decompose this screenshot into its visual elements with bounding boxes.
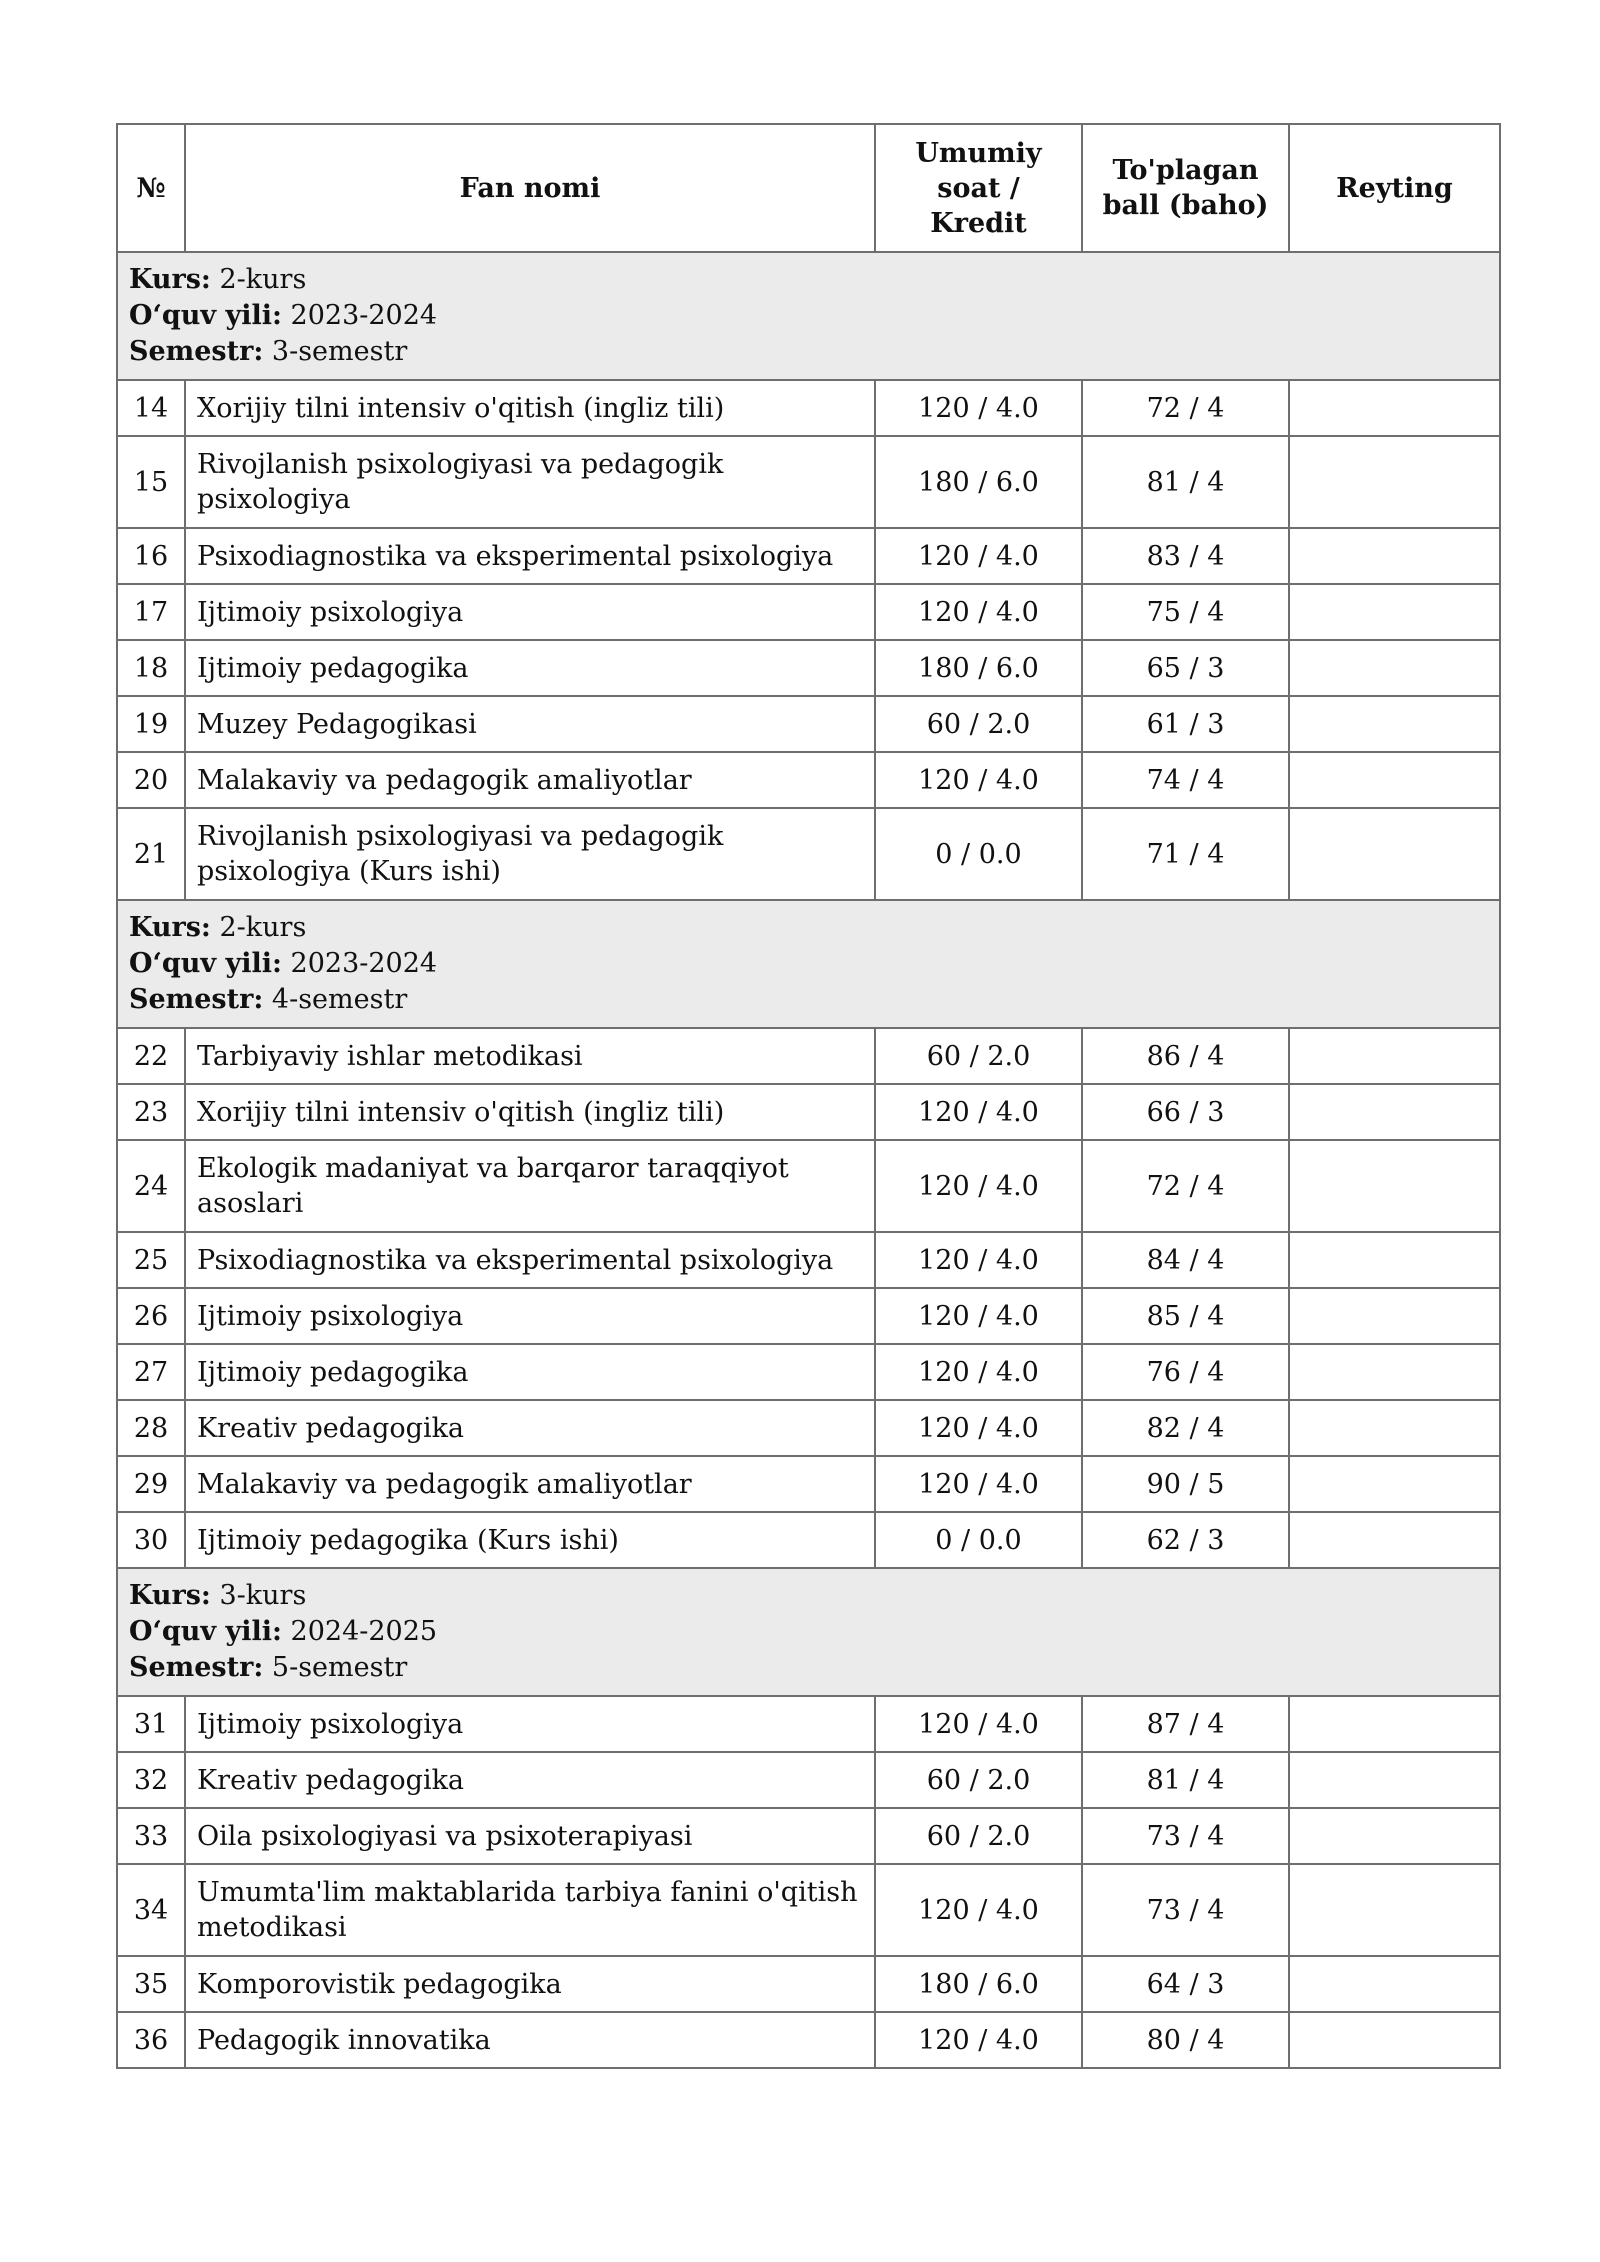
rating-cell [1289,1028,1500,1084]
header-row [117,124,1500,252]
hours-credit: 120 / 4.0 [875,2012,1082,2068]
rating-cell [1289,1232,1500,1288]
subject-name: Ekologik madaniyat va barqaror taraqqiyot asoslari [185,1140,875,1232]
subject-name: Ijtimoiy psixologiya [185,1696,875,1752]
score-grade: 73 / 4 [1082,1808,1289,1864]
hours-credit: 120 / 4.0 [875,1288,1082,1344]
table-row [117,808,1500,900]
score-grade: 61 / 3 [1082,696,1289,752]
subject-name: Psixodiagnostika va eksperimental psixologiya [185,528,875,584]
score-grade: 64 / 3 [1082,1956,1289,2012]
row-number: 19 [117,696,185,752]
section-course-line [129,910,1488,946]
hours-credit: 120 / 4.0 [875,1140,1082,1232]
score-grade: 85 / 4 [1082,1288,1289,1344]
rating-cell [1289,1084,1500,1140]
subject-name: Malakaviy va pedagogik amaliyotlar [185,752,875,808]
semester-section-header [117,1568,1500,1696]
subject-name: Umumta'lim maktablarida tarbiya fanini o'qitish metodikasi [185,1864,875,1956]
section-info [117,252,1500,380]
rating-cell [1289,696,1500,752]
section-semester-label: Semestr: [129,984,264,1015]
table-row [117,1456,1500,1512]
rating-cell [1289,528,1500,584]
section-semester-value: 3-semestr [271,336,408,367]
row-number: 15 [117,436,185,528]
score-grade: 74 / 4 [1082,752,1289,808]
subject-name: Ijtimoiy pedagogika [185,640,875,696]
section-semester-value: 5-semestr [271,1652,408,1683]
rating-cell [1289,1752,1500,1808]
row-number: 20 [117,752,185,808]
section-course-label: Kurs: [129,264,211,295]
row-number: 31 [117,1696,185,1752]
table-row [117,1288,1500,1344]
section-year-line [129,946,1488,982]
hours-credit: 120 / 4.0 [875,1864,1082,1956]
table-body [117,252,1500,2068]
subject-name: Xorijiy tilni intensiv o'qitish (ingliz tili) [185,1084,875,1140]
table-row [117,1808,1500,1864]
table-row [117,1140,1500,1232]
rating-cell [1289,1288,1500,1344]
score-grade: 72 / 4 [1082,1140,1289,1232]
subject-name: Muzey Pedagogikasi [185,696,875,752]
rating-cell [1289,1864,1500,1956]
rating-cell [1289,1808,1500,1864]
section-course-label: Kurs: [129,912,211,943]
rating-cell [1289,380,1500,436]
rating-cell [1289,1696,1500,1752]
table-row [117,1512,1500,1568]
score-grade: 72 / 4 [1082,380,1289,436]
row-number: 17 [117,584,185,640]
table-row [117,752,1500,808]
section-year-value: 2023-2024 [290,300,438,331]
row-number: 16 [117,528,185,584]
section-semester-line [129,1650,1488,1686]
hours-credit: 120 / 4.0 [875,1084,1082,1140]
table-row [117,1084,1500,1140]
hours-credit: 120 / 4.0 [875,584,1082,640]
score-grade: 75 / 4 [1082,584,1289,640]
subject-name: Pedagogik innovatika [185,2012,875,2068]
hours-credit: 120 / 4.0 [875,380,1082,436]
section-semester-value: 4-semestr [271,984,408,1015]
subject-name: Psixodiagnostika va eksperimental psixologiya [185,1232,875,1288]
table-row [117,1752,1500,1808]
section-course-label: Kurs: [129,1580,211,1611]
table-row [117,1400,1500,1456]
row-number: 23 [117,1084,185,1140]
subject-name: Oila psixologiyasi va psixoterapiyasi [185,1808,875,1864]
row-number: 28 [117,1400,185,1456]
rating-cell [1289,1344,1500,1400]
table-row [117,1344,1500,1400]
rating-cell [1289,808,1500,900]
rating-cell [1289,640,1500,696]
header-subject-name: Fan nomi [185,124,875,252]
row-number: 27 [117,1344,185,1400]
hours-credit: 60 / 2.0 [875,1808,1082,1864]
subject-name: Ijtimoiy psixologiya [185,1288,875,1344]
section-semester-line [129,982,1488,1018]
hours-credit: 0 / 0.0 [875,1512,1082,1568]
row-number: 26 [117,1288,185,1344]
subject-name: Kreativ pedagogika [185,1752,875,1808]
section-course-value: 2-kurs [219,264,307,295]
section-course-value: 2-kurs [219,912,307,943]
score-grade: 73 / 4 [1082,1864,1289,1956]
table-row [117,1028,1500,1084]
row-number: 30 [117,1512,185,1568]
hours-credit: 120 / 4.0 [875,1400,1082,1456]
row-number: 14 [117,380,185,436]
rating-cell [1289,584,1500,640]
subject-name: Tarbiyaviy ishlar metodikasi [185,1028,875,1084]
header-score-grade: To'plagan ball (baho) [1082,124,1289,252]
hours-credit: 120 / 4.0 [875,1344,1082,1400]
hours-credit: 120 / 4.0 [875,1696,1082,1752]
section-year-label: O‘quv yili: [129,1616,282,1647]
hours-credit: 180 / 6.0 [875,436,1082,528]
rating-cell [1289,1140,1500,1232]
hours-credit: 120 / 4.0 [875,528,1082,584]
score-grade: 71 / 4 [1082,808,1289,900]
table-row [117,696,1500,752]
table-row [117,380,1500,436]
score-grade: 86 / 4 [1082,1028,1289,1084]
table-row [117,1232,1500,1288]
section-semester-label: Semestr: [129,1652,264,1683]
section-semester-line [129,334,1488,370]
row-number: 18 [117,640,185,696]
score-grade: 80 / 4 [1082,2012,1289,2068]
score-grade: 84 / 4 [1082,1232,1289,1288]
header-num: № [117,124,185,252]
score-grade: 82 / 4 [1082,1400,1289,1456]
section-year-value: 2023-2024 [290,948,438,979]
section-year-line [129,1614,1488,1650]
hours-credit: 120 / 4.0 [875,752,1082,808]
hours-credit: 120 / 4.0 [875,1456,1082,1512]
score-grade: 90 / 5 [1082,1456,1289,1512]
row-number: 34 [117,1864,185,1956]
hours-credit: 0 / 0.0 [875,808,1082,900]
score-grade: 62 / 3 [1082,1512,1289,1568]
score-grade: 66 / 3 [1082,1084,1289,1140]
section-info [117,1568,1500,1696]
row-number: 24 [117,1140,185,1232]
table-row [117,1696,1500,1752]
rating-cell [1289,752,1500,808]
header-rating: Reyting [1289,124,1500,252]
subject-name: Komporovistik pedagogika [185,1956,875,2012]
section-info [117,900,1500,1028]
table-row [117,584,1500,640]
section-course-line [129,262,1488,298]
row-number: 36 [117,2012,185,2068]
score-grade: 76 / 4 [1082,1344,1289,1400]
section-course-line [129,1578,1488,1614]
score-grade: 65 / 3 [1082,640,1289,696]
section-semester-label: Semestr: [129,336,264,367]
subject-name: Ijtimoiy psixologiya [185,584,875,640]
subject-name: Malakaviy va pedagogik amaliyotlar [185,1456,875,1512]
row-number: 22 [117,1028,185,1084]
subject-name: Ijtimoiy pedagogika (Kurs ishi) [185,1512,875,1568]
score-grade: 87 / 4 [1082,1696,1289,1752]
rating-cell [1289,2012,1500,2068]
section-year-value: 2024-2025 [290,1616,438,1647]
rating-cell [1289,436,1500,528]
subject-name: Rivojlanish psixologiyasi va pedagogik psixologiya [185,436,875,528]
row-number: 33 [117,1808,185,1864]
subject-name: Ijtimoiy pedagogika [185,1344,875,1400]
semester-section-header [117,900,1500,1028]
hours-credit: 120 / 4.0 [875,1232,1082,1288]
table-row [117,640,1500,696]
rating-cell [1289,1400,1500,1456]
hours-credit: 60 / 2.0 [875,1028,1082,1084]
semester-section-header [117,252,1500,380]
section-year-line [129,298,1488,334]
row-number: 25 [117,1232,185,1288]
subject-name: Kreativ pedagogika [185,1400,875,1456]
rating-cell [1289,1956,1500,2012]
table-row [117,1956,1500,2012]
subject-name: Rivojlanish psixologiyasi va pedagogik psixologiya (Kurs ishi) [185,808,875,900]
hours-credit: 60 / 2.0 [875,696,1082,752]
row-number: 32 [117,1752,185,1808]
table-row [117,1864,1500,1956]
grades-table [116,123,1501,2069]
row-number: 35 [117,1956,185,2012]
score-grade: 81 / 4 [1082,1752,1289,1808]
header-hours-credit: Umumiy soat / Kredit [875,124,1082,252]
section-course-value: 3-kurs [219,1580,307,1611]
hours-credit: 60 / 2.0 [875,1752,1082,1808]
score-grade: 81 / 4 [1082,436,1289,528]
hours-credit: 180 / 6.0 [875,640,1082,696]
rating-cell [1289,1456,1500,1512]
section-year-label: O‘quv yili: [129,300,282,331]
table-row [117,2012,1500,2068]
table-row [117,436,1500,528]
rating-cell [1289,1512,1500,1568]
row-number: 29 [117,1456,185,1512]
row-number: 21 [117,808,185,900]
section-year-label: O‘quv yili: [129,948,282,979]
table-row [117,528,1500,584]
subject-name: Xorijiy tilni intensiv o'qitish (ingliz tili) [185,380,875,436]
hours-credit: 180 / 6.0 [875,1956,1082,2012]
score-grade: 83 / 4 [1082,528,1289,584]
